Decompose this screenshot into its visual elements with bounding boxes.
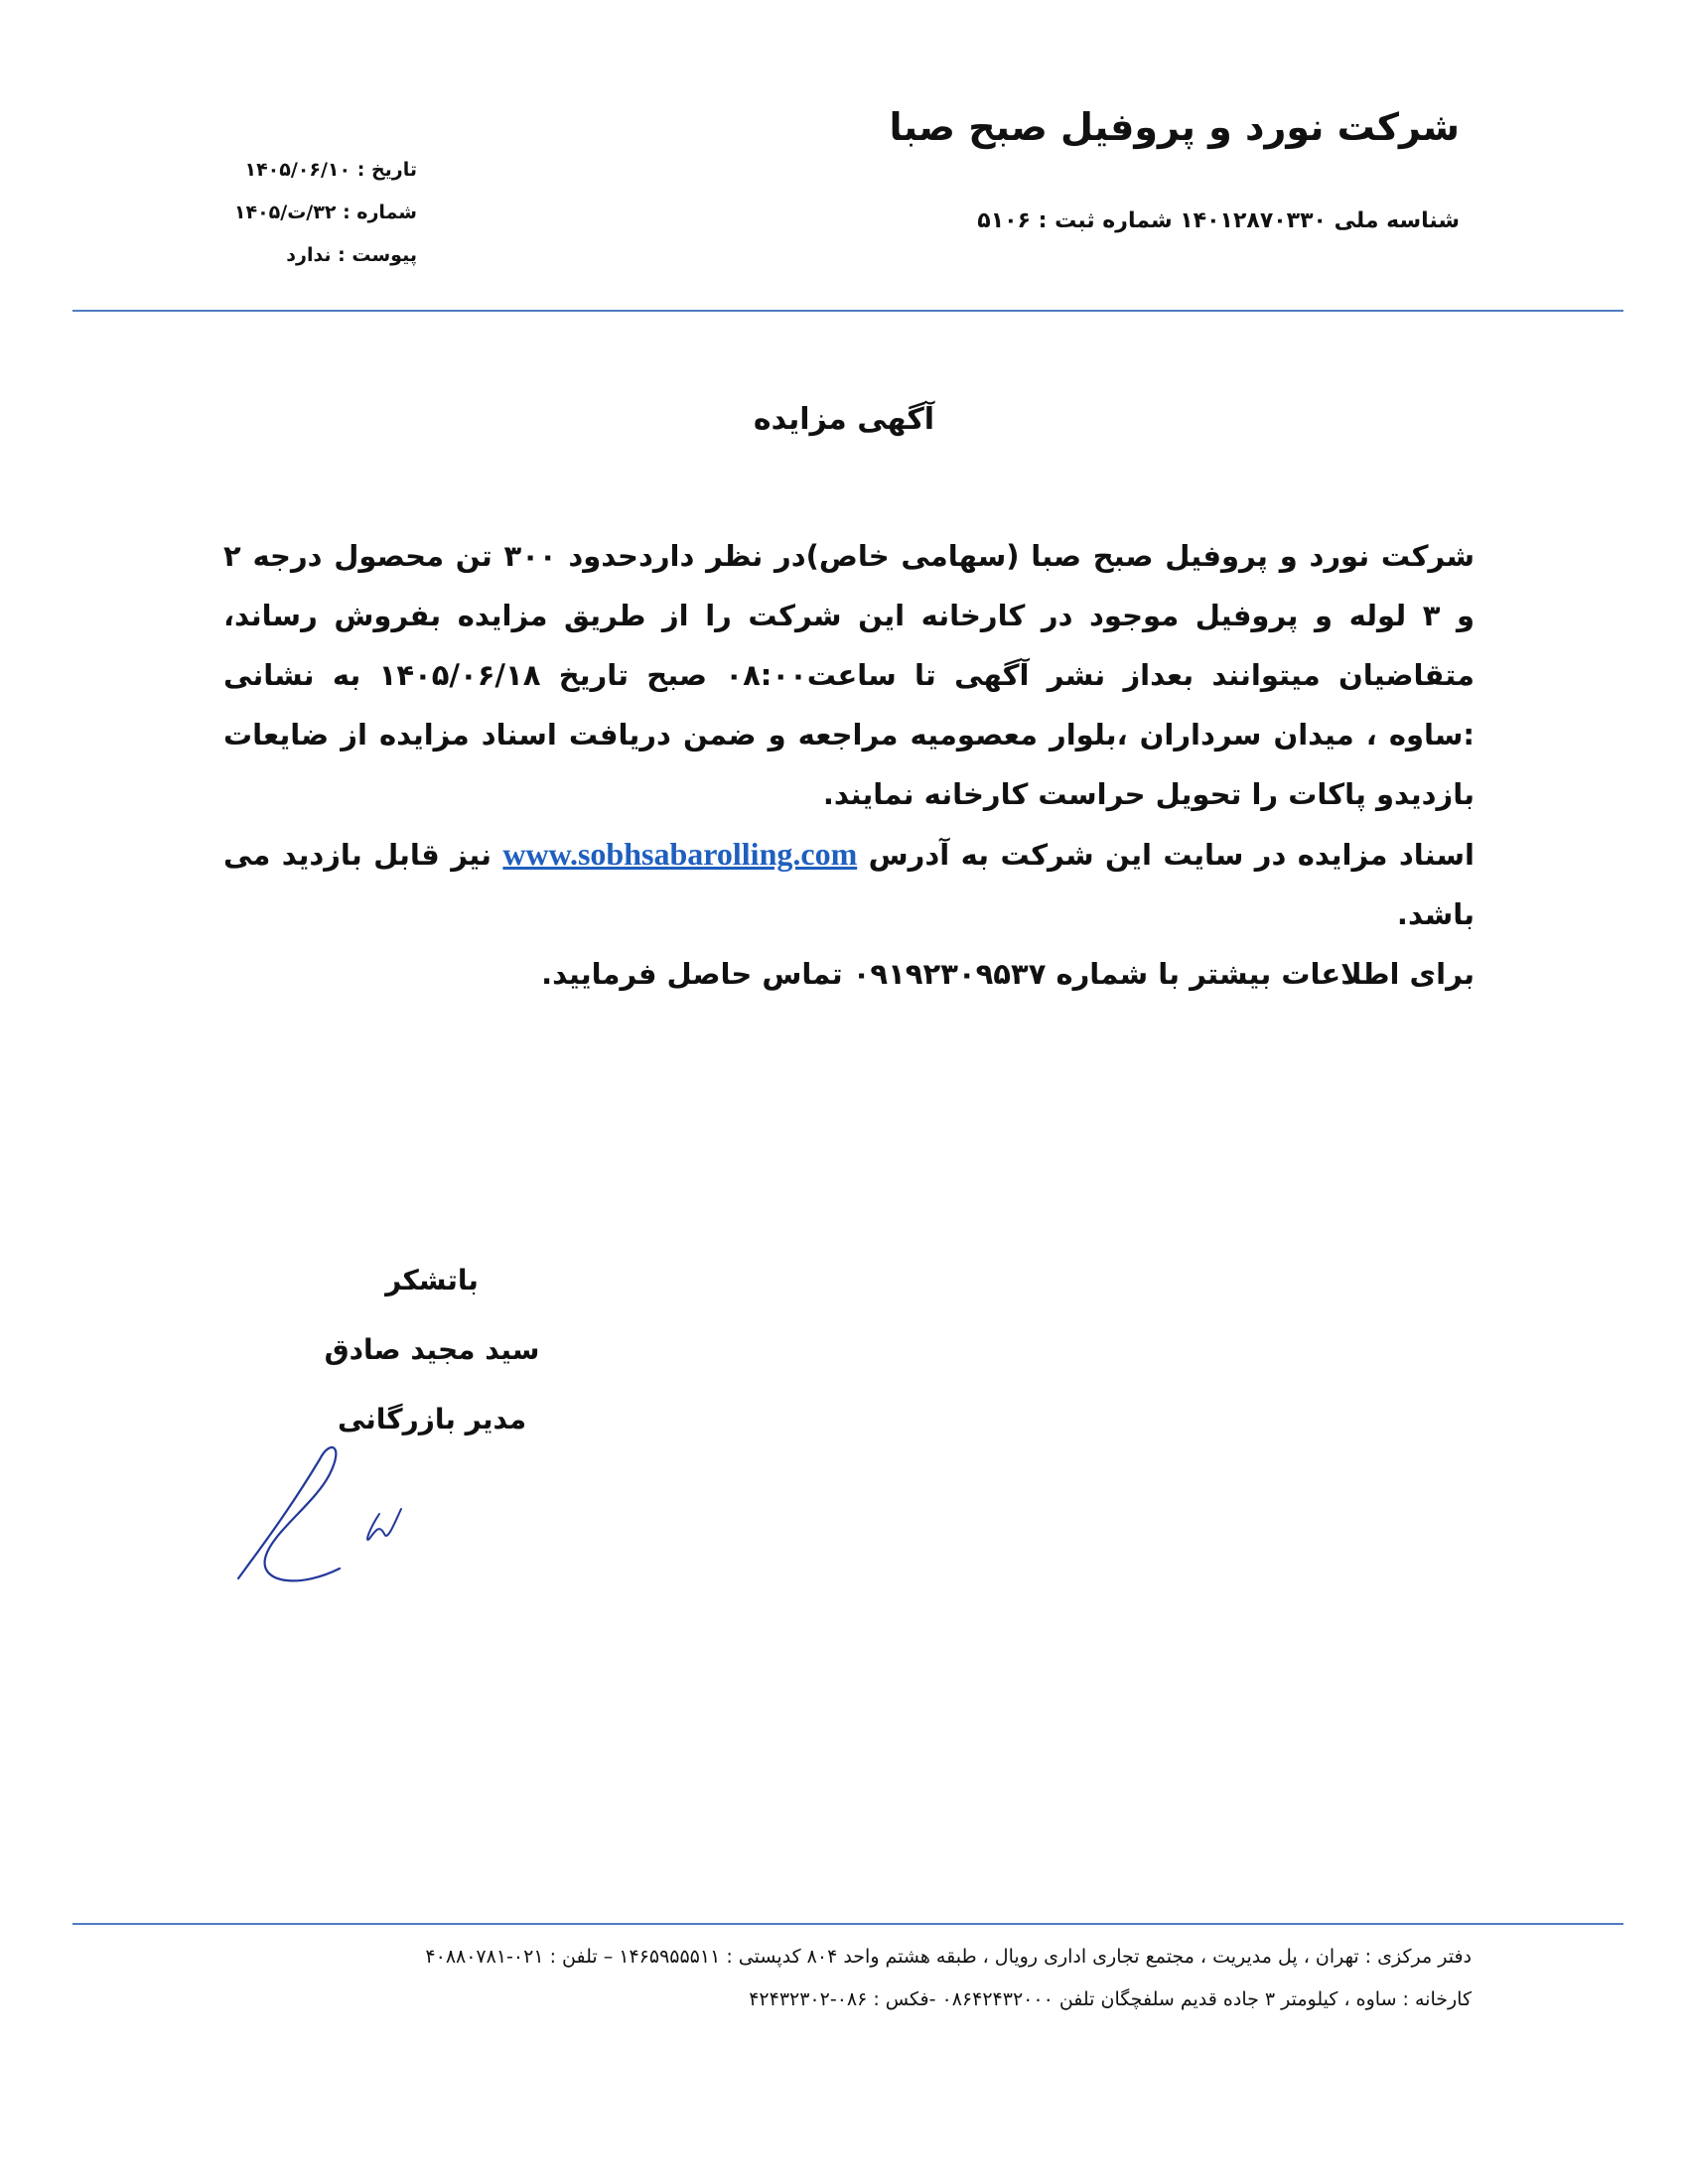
footer-addresses (230, 1936, 1472, 2021)
signer-name: سید مجید صادق (324, 1333, 540, 1366)
website-link[interactable]: www.sobhsabarolling.com (502, 836, 858, 872)
notice-paragraph-website (223, 824, 1475, 944)
website-text-after: نیز قابل بازدید می باشد. (223, 838, 1475, 931)
letter-number: شماره : ۳۲/ت/۱۴۰۵ (233, 202, 417, 223)
company-name: شرکت نورد و پروفیل صبح صبا (889, 105, 1460, 149)
notice-title: آگهی مزایده (753, 402, 935, 437)
footer-divider (72, 1923, 1623, 1925)
website-text-before: اسناد مزایده در سایت این شرکت به آدرس (868, 838, 1475, 872)
notice-paragraph-main: شرکت نورد و پروفیل صبح صبا (سهامی خاص)در نظر داردحدود ۳۰۰ تن محصول درجه ۲ و ۳ لوله و پروفیل موجود در کارخانه این شرکت را از طریق مزایده بفروش رساند، متقاضیان میتوانند بعداز نشر آگهی تا ساعت۰۸:۰۰ صبح تاریخ ۱۴۰۵/۰۶/۱۸ به نشانی :ساوه ، میدان سرداران ،بلوار معصومیه مراجعه و ضمن دریافت اسناد مزایده از ضایعات بازدیدو پاکات را تحویل حراست کارخانه نمایند. (223, 539, 1476, 811)
letter-attachment: پیوست : ندارد (286, 244, 417, 266)
notice-paragraph-contact: برای اطلاعات بیشتر با شماره ۰۹۱۹۲۳۰۹۵۳۷ تماس حاصل فرمایید. (541, 957, 1475, 991)
letter-date: تاریخ : ۱۴۰۵/۰۶/۱۰ (244, 159, 417, 181)
letter-meta (199, 149, 417, 277)
closing-text: باتشکر (385, 1264, 479, 1297)
company-registration-ids: شناسه ملی ۱۴۰۱۲۸۷۰۳۳۰ شماره ثبت : ۵۱۰۶ (977, 208, 1460, 233)
notice-body (223, 526, 1475, 1004)
handwritten-signature (230, 1439, 409, 1598)
signature-block (268, 1246, 596, 1454)
factory-address: کارخانه : ساوه ، کیلومتر ۳ جاده قدیم سلفچگان تلفن ۰۸۶۴۲۴۳۲۰۰۰ -فکس : ۰۸۶-۴۲۴۳۲۳۰۲ (749, 1988, 1472, 2010)
header-divider (72, 310, 1623, 312)
office-address: دفتر مرکزی : تهران ، پل مدیریت ، مجتمع تجاری اداری رویال ، طبقه هشتم واحد ۸۰۴ کدپستی : ۱۴۶۵۹۵۵۵۱۱ – تلفن : ۰۲۱-۴۰۸۸۰۷۸۱ (425, 1946, 1472, 1968)
signer-role: مدیر بازرگانی (337, 1403, 527, 1435)
